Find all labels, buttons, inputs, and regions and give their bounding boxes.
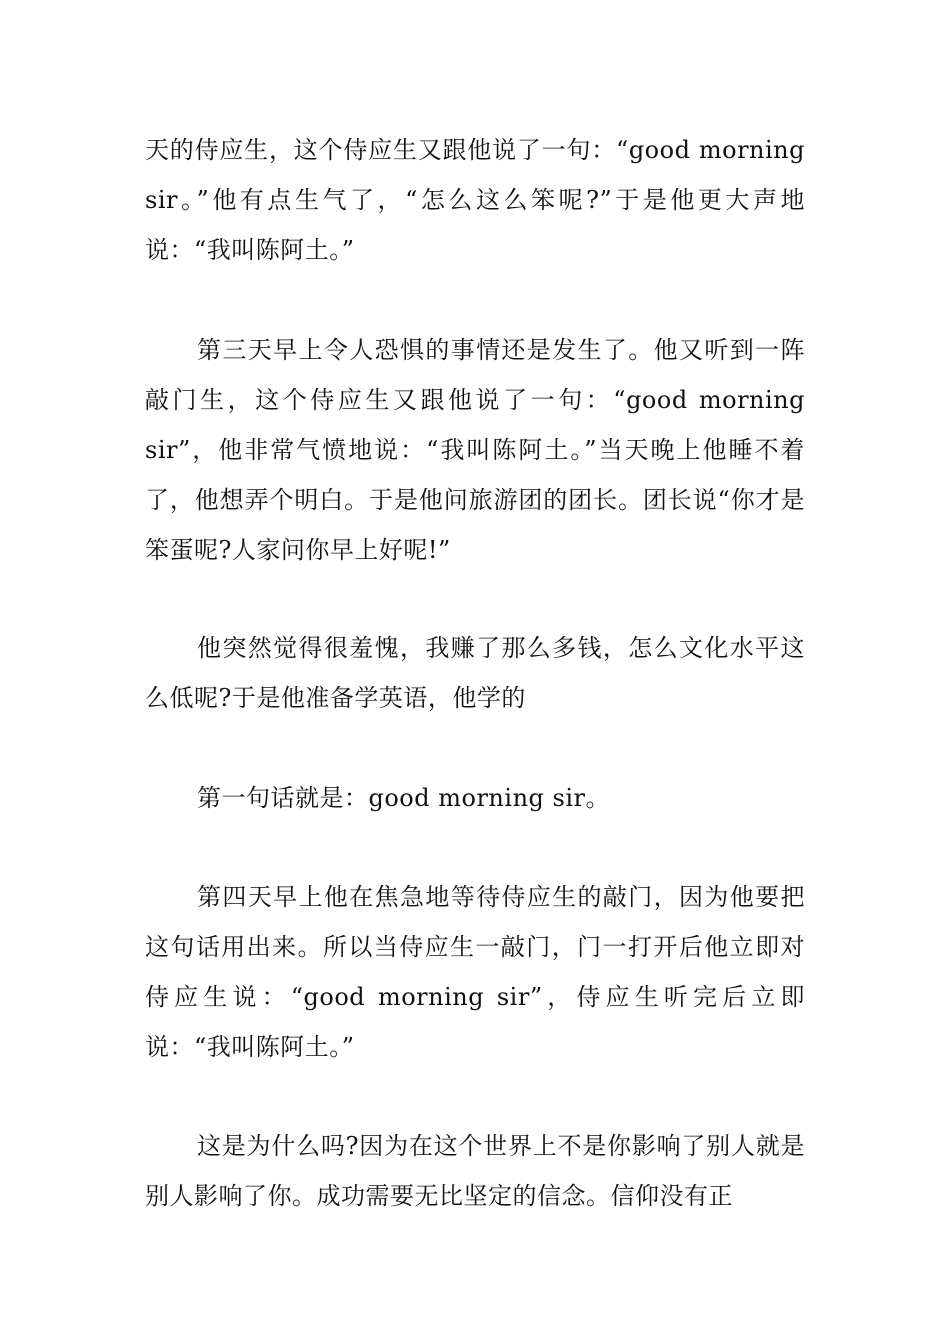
paragraph-1: 天的侍应生，这个侍应生又跟他说了一句：“good morning sir。”他有点生气了，“怎么这么笨呢?”于是他更大声地说：“我叫陈阿土。”	[145, 136, 805, 264]
paragraph-5: 第四天早上他在焦急地等待侍应生的敲门，因为他要把这句话用出来。所以当侍应生一敲门，门一打开后他立即对侍应生说：“good morning sir”，侍应生听完后立即说：“我叫陈阿土。”	[145, 883, 805, 1061]
paragraph-2: 第三天早上令人恐惧的事情还是发生了。他又听到一阵敲门生，这个侍应生又跟他说了一句：“good morning sir”，他非常气愤地说：“我叫陈阿土。”当天晚上他睡不着了，他想弄个明白。于是他问旅游团的团长。团长说“你才是笨蛋呢?人家问你早上好呢!”	[145, 336, 805, 564]
paragraph-4: 第一句话就是：good morning sir。	[197, 784, 610, 812]
paragraph-3: 他突然觉得很羞愧，我赚了那么多钱，怎么文化水平这么低呢?于是他准备学英语，他学的	[145, 634, 805, 712]
paragraph-6: 这是为什么吗?因为在这个世界上不是你影响了别人就是别人影响了你。成功需要无比坚定的信念。信仰没有正	[145, 1132, 805, 1210]
